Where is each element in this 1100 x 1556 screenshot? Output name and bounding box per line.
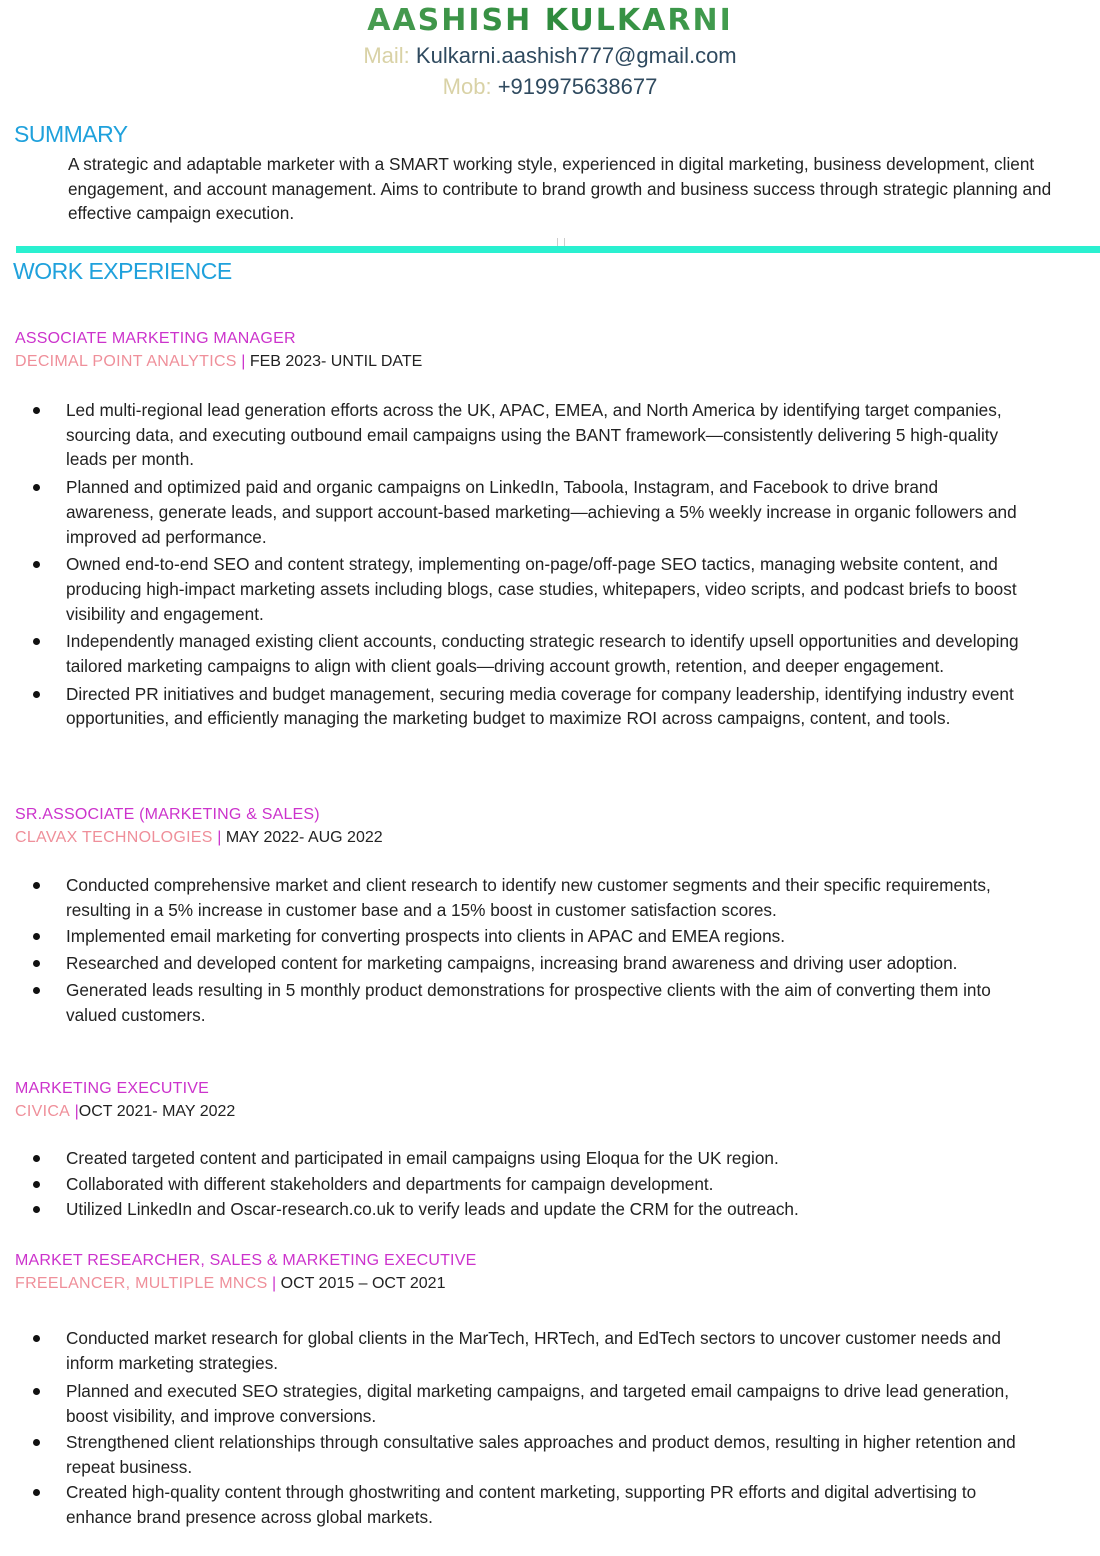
bullet-text: Directed PR initiatives and budget management, securing media coverage for company leadership, identifying industry event opportunities, and efficiently managing the marketing budget to maximize ROI across campaigns, content, and tools. [66, 683, 1014, 729]
bullet-icon [33, 960, 40, 967]
bullet-text: Collaborated with different stakeholders and departments for campaign development. [66, 1173, 714, 1194]
list-item [0, 1197, 1026, 1222]
bullet-icon [33, 987, 40, 994]
separator: | [267, 1275, 281, 1292]
summary-text: A strategic and adaptable marketer with a SMART working style, experienced in digital marketing, business development, client engagement, and account management. Aims to contribute to brand growth and business success through strategic planning and effective campaign execution. [68, 154, 1052, 224]
bullet-text: Planned and optimized paid and organic campaigns on LinkedIn, Taboola, Instagram, and Facebook to drive brand awareness, generate leads, and support account-based marketing—achieving a 5% weekly increase in organic followers and improved ad performance. [66, 477, 1017, 547]
list-item [0, 398, 1026, 472]
bullet-text: Created targeted content and participated in email campaigns using Eloqua for the UK region. [66, 1148, 779, 1168]
bullet-text: Led multi-regional lead generation efforts across the UK, APAC, EMEA, and North America by identifying target companies, sourcing data, and executing outbound email campaigns using the BANT framework—consistently delivering 5 high-quality leads per month. [66, 400, 1002, 470]
separator: | [236, 353, 250, 370]
job-meta [15, 350, 1075, 374]
resume-header [0, 2, 1100, 102]
mobile-line [0, 71, 1100, 102]
bullet-text: Conducted market research for global clients in the MarTech, HRTech, and EdTech sectors to uncover customer needs and inform marketing strategies. [66, 1328, 1001, 1373]
job-dates: OCT 2015 – OCT 2021 [280, 1275, 446, 1292]
company-name: CIVICA [15, 1103, 71, 1120]
list-item [0, 1326, 1026, 1375]
mobile-label: Mob: [442, 74, 492, 99]
list-item [0, 629, 1026, 678]
bullet-icon [33, 691, 40, 698]
job-dates: OCT 2021- MAY 2022 [78, 1103, 236, 1120]
work-experience-heading: WORK EXPERIENCE [13, 258, 232, 284]
mail-label: Mail: [363, 43, 410, 68]
bullet-text: Owned end-to-end SEO and content strategy, implementing on-page/off-page SEO tactics, managing website content, and producing high-impact marketing assets including blogs, case studies, whitepapers, video scripts, and podcast briefs to boost visibility and engagement. [66, 554, 1017, 624]
bullet-icon [33, 933, 40, 940]
divider-marker [557, 238, 565, 246]
job-bullets [0, 1146, 1026, 1222]
company-name: CLAVAX TECHNOLOGIES [15, 829, 213, 846]
bullet-icon [33, 1439, 40, 1446]
bullet-text: Planned and executed SEO strategies, digital marketing campaigns, and targeted email campaigns to drive lead generation, boost visibility, and improve conversions. [66, 1381, 1010, 1427]
bullet-text: Conducted comprehensive market and client research to identify new customer segments and their specific requirements, resulting in a 5% increase in customer base and a 15% boost in customer satisfaction scores. [66, 875, 991, 920]
bullet-icon [33, 1489, 40, 1496]
list-item [0, 1430, 1026, 1479]
email-address[interactable]: Kulkarni.aashish777@gmail.com [415, 43, 737, 68]
bullet-text: Implemented email marketing for converting prospects into clients in APAC and EMEA regions. [66, 926, 786, 947]
bullet-icon [33, 1335, 40, 1342]
list-item [0, 1379, 1026, 1428]
bullet-text: Researched and developed content for marketing campaigns, increasing brand awareness and driving user adoption. [66, 953, 958, 974]
company-name: DECIMAL POINT ANALYTICS [15, 353, 237, 370]
job-meta [15, 826, 1075, 850]
list-item [0, 951, 1026, 976]
job-meta [15, 1272, 1075, 1296]
bullet-icon [33, 1181, 40, 1188]
job-title: SR.ASSOCIATE (MARKETING & SALES) [15, 806, 320, 823]
bullet-text: Created high-quality content through ghostwriting and content marketing, supporting PR efforts and digital advertising to enhance brand presence across global markets. [66, 1482, 977, 1527]
job-title: ASSOCIATE MARKETING MANAGER [15, 330, 296, 347]
list-item [0, 552, 1026, 626]
bullet-text: Strengthened client relationships through consultative sales approaches and product demos, resulting in higher retention and repeat business. [66, 1431, 1016, 1477]
list-item [0, 682, 1026, 731]
email-line [0, 40, 1100, 71]
section-divider [16, 246, 1100, 253]
mobile-number[interactable]: +919975638677 [497, 74, 658, 99]
bullet-icon [33, 1388, 40, 1395]
job-title: MARKETING EXECUTIVE [15, 1080, 210, 1097]
job-entry [15, 804, 1075, 850]
job-entry [15, 1078, 1075, 1124]
list-item [0, 1172, 1026, 1197]
candidate-name: AASHISH KULKARNI [0, 2, 1100, 40]
company-name: FREELANCER, MULTIPLE MNCS [15, 1275, 268, 1292]
summary-heading: SUMMARY [14, 121, 128, 147]
bullet-icon [33, 1155, 40, 1162]
list-item [0, 1480, 1026, 1529]
job-bullets [0, 873, 1026, 1027]
bullet-icon [33, 1206, 40, 1213]
bullet-icon [33, 407, 40, 414]
separator: | [70, 1103, 79, 1120]
job-entry [15, 1250, 1075, 1296]
list-item [0, 978, 1026, 1027]
job-meta [15, 1100, 1075, 1124]
bullet-icon [33, 484, 40, 491]
job-bullets [0, 1326, 1026, 1530]
bullet-text: Utilized LinkedIn and Oscar-research.co.uk to verify leads and update the CRM for the outreach. [66, 1199, 799, 1220]
list-item [0, 1146, 1026, 1171]
bullet-text: Independently managed existing client accounts, conducting strategic research to identify upsell opportunities and developing tailored marketing campaigns to align with client goals—driving account growth, retention, and deeper engagement. [66, 631, 1019, 677]
list-item [0, 924, 1026, 949]
job-dates: MAY 2022- AUG 2022 [225, 829, 383, 846]
job-bullets [0, 398, 1026, 731]
list-item [0, 873, 1026, 922]
bullet-text: Generated leads resulting in 5 monthly product demonstrations for prospective clients with the aim of converting them into valued customers. [66, 979, 991, 1025]
bullet-icon [33, 561, 40, 568]
bullet-icon [33, 882, 40, 889]
job-entry [15, 328, 1075, 374]
list-item [0, 475, 1026, 549]
bullet-icon [33, 638, 40, 645]
job-title: MARKET RESEARCHER, SALES & MARKETING EXECUTIVE [15, 1252, 477, 1269]
separator: | [212, 829, 226, 846]
job-dates: FEB 2023- UNTIL DATE [249, 353, 423, 370]
